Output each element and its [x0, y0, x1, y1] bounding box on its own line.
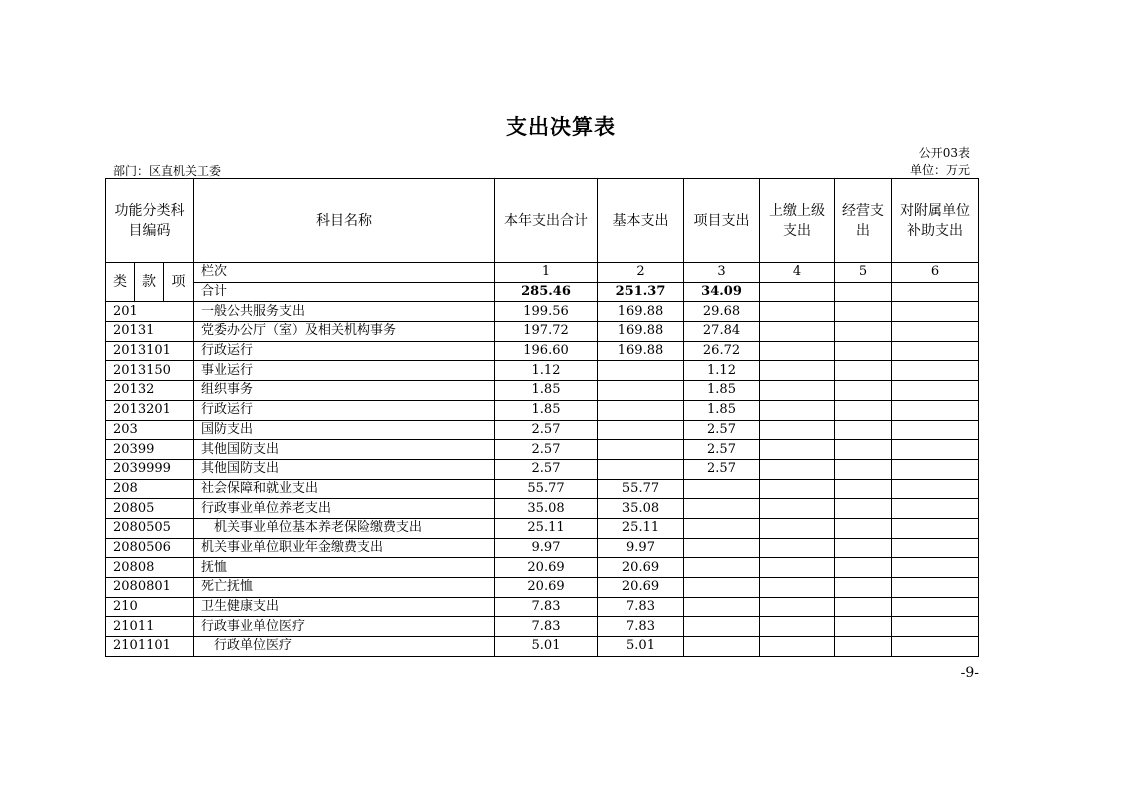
header-upper: 上缴上级支出 [760, 179, 835, 263]
table-row [106, 459, 979, 479]
row-total: 2.57 [495, 420, 598, 440]
total-label: 合计 [194, 282, 495, 302]
row-subject-name: 行政运行 [194, 400, 495, 420]
row-subject-name: 行政单位医疗 [194, 637, 495, 657]
row-upper [760, 518, 835, 538]
table-row [106, 440, 979, 460]
row-subject-name: 死亡抚恤 [194, 578, 495, 598]
row-code: 20808 [106, 558, 194, 578]
row-subject-name: 卫生健康支出 [194, 597, 495, 617]
row-subject-name: 党委办公厅（室）及相关机构事务 [194, 322, 495, 342]
table-row [106, 479, 979, 499]
table-row [106, 597, 979, 617]
row-code: 21011 [106, 617, 194, 637]
row-total: 55.77 [495, 479, 598, 499]
row-basic [598, 400, 684, 420]
row-subsidiary [892, 637, 979, 657]
row-basic: 5.01 [598, 637, 684, 657]
row-project: 1.85 [684, 400, 760, 420]
row-business [835, 341, 892, 361]
row-subsidiary [892, 518, 979, 538]
row-total: 20.69 [495, 558, 598, 578]
row-basic [598, 381, 684, 401]
row-project [684, 499, 760, 519]
unit-label: 单位：万元 [909, 163, 970, 177]
row-subsidiary [892, 499, 979, 519]
row-upper [760, 361, 835, 381]
row-code: 20131 [106, 322, 194, 342]
row-code: 210 [106, 597, 194, 617]
row-total: 2.57 [495, 459, 598, 479]
row-basic [598, 440, 684, 460]
row-subsidiary [892, 400, 979, 420]
row-total: 2.57 [495, 440, 598, 460]
row-basic [598, 459, 684, 479]
row-code: 201 [106, 302, 194, 322]
row-total: 35.08 [495, 499, 598, 519]
header-total: 本年支出合计 [495, 179, 598, 263]
row-total: 1.85 [495, 381, 598, 401]
row-total: 7.83 [495, 617, 598, 637]
total-basic: 251.37 [598, 282, 684, 302]
row-project [684, 479, 760, 499]
header-subject-name: 科目名称 [194, 179, 495, 263]
row-project [684, 558, 760, 578]
row-business [835, 459, 892, 479]
row-basic: 169.88 [598, 341, 684, 361]
row-subsidiary [892, 558, 979, 578]
table-row [106, 381, 979, 401]
row-upper [760, 400, 835, 420]
row-business [835, 479, 892, 499]
row-subject-name: 行政运行 [194, 341, 495, 361]
row-subsidiary [892, 459, 979, 479]
total-business [835, 282, 892, 302]
row-business [835, 361, 892, 381]
row-subject-name: 国防支出 [194, 420, 495, 440]
row-business [835, 578, 892, 598]
row-code: 2080801 [106, 578, 194, 598]
row-subsidiary [892, 341, 979, 361]
row-subsidiary [892, 381, 979, 401]
row-project [684, 538, 760, 558]
row-business [835, 440, 892, 460]
table-row [106, 400, 979, 420]
row-subject-name: 其他国防支出 [194, 459, 495, 479]
row-business [835, 381, 892, 401]
row-upper [760, 440, 835, 460]
row-code: 2080505 [106, 518, 194, 538]
row-project: 29.68 [684, 302, 760, 322]
row-total: 7.83 [495, 597, 598, 617]
row-subsidiary [892, 322, 979, 342]
row-upper [760, 479, 835, 499]
row-subsidiary [892, 302, 979, 322]
row-business [835, 302, 892, 322]
row-basic: 35.08 [598, 499, 684, 519]
row-subject-name: 组织事务 [194, 381, 495, 401]
row-project: 1.85 [684, 381, 760, 401]
header-basic: 基本支出 [598, 179, 684, 263]
row-business [835, 322, 892, 342]
row-project: 27.84 [684, 322, 760, 342]
row-project [684, 597, 760, 617]
row-basic: 55.77 [598, 479, 684, 499]
page-number: -9- [960, 665, 979, 681]
row-code: 2039999 [106, 459, 194, 479]
row-total: 199.56 [495, 302, 598, 322]
row-subsidiary [892, 597, 979, 617]
column-index-2: 2 [598, 263, 684, 283]
row-basic: 7.83 [598, 617, 684, 637]
header-row [106, 179, 979, 263]
row-business [835, 518, 892, 538]
row-business [835, 558, 892, 578]
total-subsidiary [892, 282, 979, 302]
row-project [684, 578, 760, 598]
row-code: 20399 [106, 440, 194, 460]
row-code: 2101101 [106, 637, 194, 657]
column-index-row [106, 263, 979, 283]
row-project: 2.57 [684, 459, 760, 479]
table-row [106, 420, 979, 440]
row-business [835, 637, 892, 657]
row-code: 20132 [106, 381, 194, 401]
row-business [835, 597, 892, 617]
header-subsidiary: 对附属单位补助支出 [892, 179, 979, 263]
department-label: 部门：区直机关工委 [113, 164, 222, 178]
column-index-4: 4 [760, 263, 835, 283]
expenditure-table [105, 178, 979, 657]
row-code: 2013150 [106, 361, 194, 381]
row-total: 20.69 [495, 578, 598, 598]
row-subsidiary [892, 578, 979, 598]
row-project: 26.72 [684, 341, 760, 361]
row-total: 197.72 [495, 322, 598, 342]
row-basic: 25.11 [598, 518, 684, 538]
row-total: 5.01 [495, 637, 598, 657]
row-upper [760, 538, 835, 558]
table-row [106, 617, 979, 637]
row-subsidiary [892, 440, 979, 460]
row-business [835, 420, 892, 440]
row-subject-name: 社会保障和就业支出 [194, 479, 495, 499]
row-subject-name: 行政事业单位养老支出 [194, 499, 495, 519]
table-row [106, 637, 979, 657]
row-project [684, 518, 760, 538]
row-upper [760, 637, 835, 657]
row-total: 25.11 [495, 518, 598, 538]
row-subsidiary [892, 479, 979, 499]
row-code: 208 [106, 479, 194, 499]
row-subsidiary [892, 420, 979, 440]
row-total: 1.12 [495, 361, 598, 381]
row-subject-name: 事业运行 [194, 361, 495, 381]
table-row [106, 322, 979, 342]
header-project: 项目支出 [684, 179, 760, 263]
column-index-6: 6 [892, 263, 979, 283]
row-upper [760, 341, 835, 361]
row-subsidiary [892, 538, 979, 558]
total-project: 34.09 [684, 282, 760, 302]
row-project: 2.57 [684, 440, 760, 460]
row-upper [760, 302, 835, 322]
column-index-3: 3 [684, 263, 760, 283]
row-basic [598, 361, 684, 381]
column-index-1: 1 [495, 263, 598, 283]
row-subsidiary [892, 361, 979, 381]
table-row [106, 538, 979, 558]
form-number: 公开03表 [918, 146, 970, 160]
row-total: 9.97 [495, 538, 598, 558]
row-subsidiary [892, 617, 979, 637]
row-project [684, 617, 760, 637]
row-subject-name: 一般公共服务支出 [194, 302, 495, 322]
row-upper [760, 578, 835, 598]
row-basic: 7.83 [598, 597, 684, 617]
header-func-class: 功能分类科目编码 [106, 179, 194, 263]
table-row [106, 302, 979, 322]
row-upper [760, 558, 835, 578]
row-subject-name: 机关事业单位职业年金缴费支出 [194, 538, 495, 558]
table-row [106, 518, 979, 538]
row-subject-name: 其他国防支出 [194, 440, 495, 460]
row-total: 196.60 [495, 341, 598, 361]
row-basic: 169.88 [598, 322, 684, 342]
row-code: 2013201 [106, 400, 194, 420]
header-lei: 类 [106, 263, 135, 302]
row-upper [760, 499, 835, 519]
row-business [835, 617, 892, 637]
table-row [106, 361, 979, 381]
header-kuan: 款 [135, 263, 164, 302]
column-index-5: 5 [835, 263, 892, 283]
header-xiang: 项 [164, 263, 194, 302]
table-row [106, 578, 979, 598]
row-upper [760, 597, 835, 617]
row-basic: 169.88 [598, 302, 684, 322]
row-business [835, 499, 892, 519]
total-row [106, 282, 979, 302]
row-basic: 20.69 [598, 558, 684, 578]
total-total: 285.46 [495, 282, 598, 302]
row-project: 2.57 [684, 420, 760, 440]
row-project: 1.12 [684, 361, 760, 381]
row-code: 2080506 [106, 538, 194, 558]
header-business: 经营支出 [835, 179, 892, 263]
table-row [106, 558, 979, 578]
row-upper [760, 322, 835, 342]
row-subject-name: 行政事业单位医疗 [194, 617, 495, 637]
row-code: 2013101 [106, 341, 194, 361]
table-row [106, 499, 979, 519]
row-project [684, 637, 760, 657]
row-upper [760, 459, 835, 479]
row-upper [760, 381, 835, 401]
row-code: 203 [106, 420, 194, 440]
row-basic: 20.69 [598, 578, 684, 598]
row-total: 1.85 [495, 400, 598, 420]
total-upper [760, 282, 835, 302]
row-business [835, 400, 892, 420]
row-basic [598, 420, 684, 440]
row-basic: 9.97 [598, 538, 684, 558]
column-index-label: 栏次 [194, 263, 495, 283]
page-title: 支出决算表 [506, 115, 616, 139]
table-row [106, 341, 979, 361]
row-business [835, 538, 892, 558]
row-code: 20805 [106, 499, 194, 519]
row-subject-name: 抚恤 [194, 558, 495, 578]
row-upper [760, 420, 835, 440]
row-upper [760, 617, 835, 637]
row-subject-name: 机关事业单位基本养老保险缴费支出 [194, 518, 495, 538]
